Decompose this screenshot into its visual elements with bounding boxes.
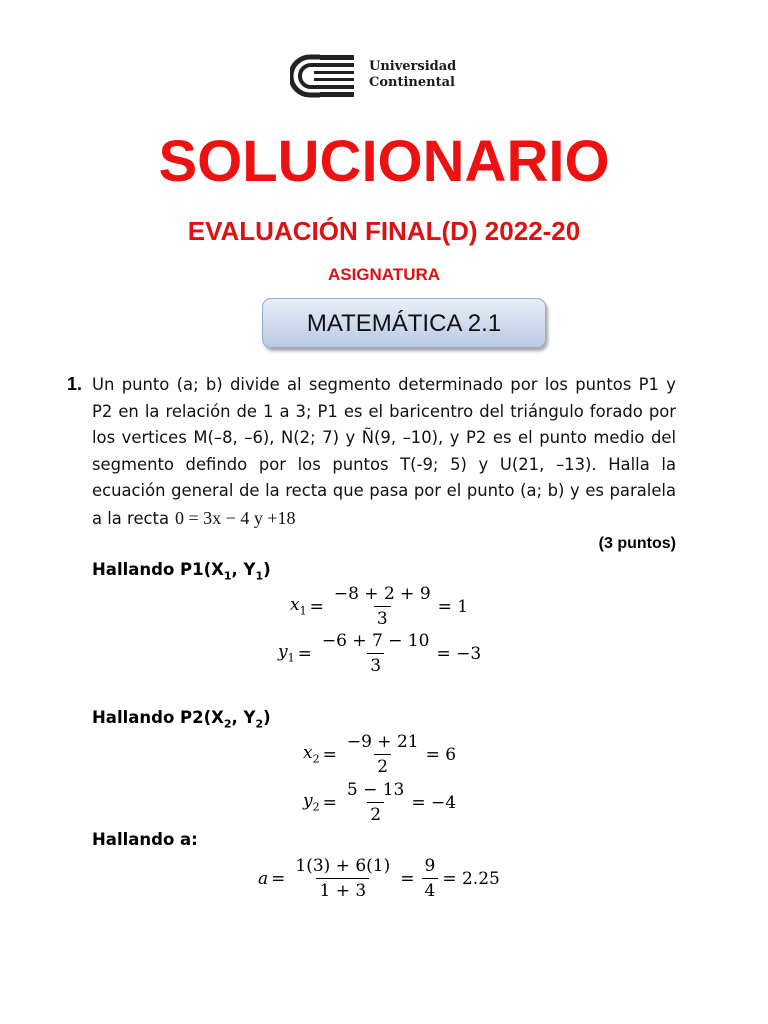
university-emblem-icon bbox=[290, 54, 362, 98]
university-logo bbox=[290, 54, 490, 98]
course-name: MATEMÁTICA 2.1 bbox=[306, 310, 502, 337]
university-line2: Continental bbox=[369, 75, 455, 90]
problem-statement bbox=[92, 372, 676, 532]
line-equation: 0 = 3x − 4 y +18 bbox=[175, 507, 296, 528]
document-title: SOLUCIONARIO bbox=[158, 129, 610, 194]
equation-y2: $y_2$ = $\frac{5 - 13}{2}$ = −4 bbox=[303, 780, 457, 825]
equation-x2: $x_2$ = $\frac{-9 + 21}{2}$ = 6 bbox=[303, 732, 457, 777]
problem-text: Un punto (a; b) divide al segmento determinado por los puntos P1 y P2 en la relación de 1 a 3; P1 es el baricentro del triángulo forado por los vertices M(–8, –6), N(2; 7) y Ñ(9, –10), y P2 es el punto medio del segmento defindo por los puntos T(-9; 5) y U(21, –13). Halla la ecuación general de la recta que pasa por el punto (a; b) y es paralela a la recta bbox=[92, 375, 676, 528]
heading-p2: Hallando $P2(X_2$, $Y_2$) bbox=[92, 708, 271, 731]
equation-a: a = $\frac{1(3) + 6(1)}{1 + 3}$ = $\frac{9}{4}$ = 2.25 bbox=[258, 856, 500, 901]
problem-points: (3 puntos) bbox=[598, 535, 676, 552]
equation-x1: $x_1$ = $\frac{-8 + 2 + 9}{3}$ = 1 bbox=[290, 584, 469, 629]
exam-subtitle: EVALUACIÓN FINAL(D) 2022-20 bbox=[187, 216, 581, 246]
course-box bbox=[262, 298, 546, 348]
university-name bbox=[369, 59, 456, 91]
problem-number: 1. bbox=[67, 374, 83, 394]
heading-p1: Hallando $P1(X_1$, $Y_1$) bbox=[92, 560, 271, 583]
heading-a: Hallando a: bbox=[92, 830, 198, 849]
university-line1: Universidad bbox=[369, 59, 457, 74]
equation-y1: $y_1$ = $\frac{-6 + 7 - 10}{3}$ = −3 bbox=[278, 631, 482, 676]
subject-label: ASIGNATURA bbox=[327, 265, 441, 284]
